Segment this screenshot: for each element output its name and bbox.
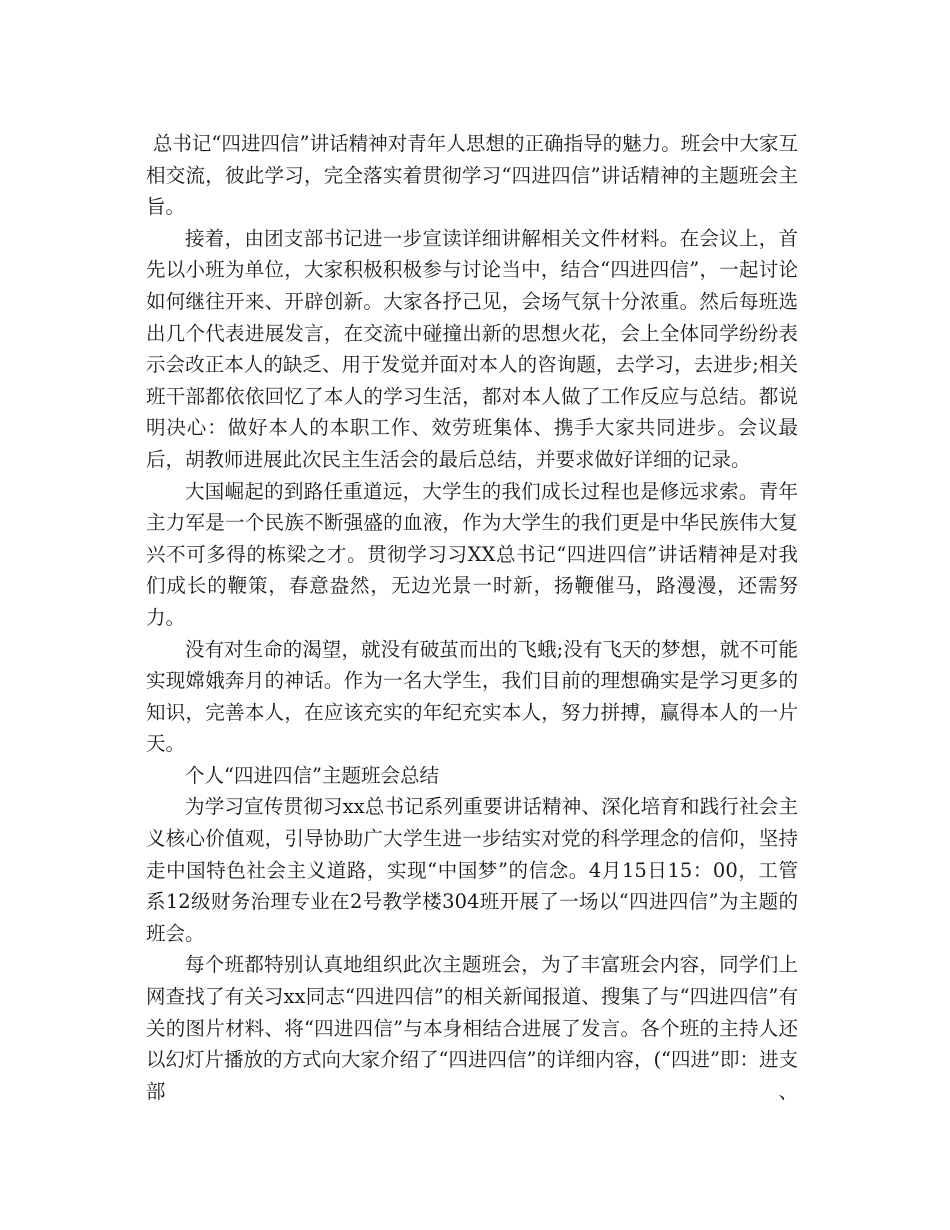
- paragraph-6: 每个班都特别认真地组织此次主题班会，为了丰富班会内容，同学们上网查找了有关习xx同志“四进四信”的相关新闻报道、搜集了与“四进四信”有关的图片材料、将“四进四信”与本身相结合进展了发言。各个班的主持人还以幻灯片播放的方式向大家介绍了“四进四信”的详细内容，(“四进”即：进支部、: [146, 953, 798, 1103]
- paragraph-4: 没有对生命的渴望，就没有破茧而出的飞蛾;没有飞天的梦想，就不可能实现嫦娥奔月的神话。作为一名大学生，我们目前的理想确实是学习更多的知识，完善本人，在应该充实的年纪充实本人，努力拼搏，赢得本人的一片天。: [146, 637, 798, 756]
- paragraph-5: 为学习宣传贯彻习xx总书记系列重要讲话精神、深化培育和践行社会主义核心价值观，引导协助广大学生进一步结实对党的科学理念的信仰，坚持走中国特色社会主义道路，实现“中国梦”的信念。4月15日15：00，工管系12级财务治理专业在2号教学楼304班开展了一场以“四进四信”为主题的班会。: [146, 795, 798, 945]
- paragraph-2: 接着，由团支部书记进一步宣读详细讲解相关文件材料。在会议上，首先以小班为单位，大家积极积极参与讨论当中，结合“四进四信”，一起讨论如何继往开来、开辟创新。大家各抒己见，会场气氛十分浓重。然后每班选出几个代表进展发言，在交流中碰撞出新的思想火花，会上全体同学纷纷表示会改正本人的缺乏、用于发觉并面对本人的咨询题，去学习，去进步;相关班干部都依依回忆了本人的学习生活，都对本人做了工作反应与总结。都说明决心：做好本人的本职工作、效劳班集体、携手大家共同进步。会议最后，胡教师进展此次民主生活会的最后总结，并要求做好详细的记录。: [146, 226, 798, 471]
- paragraph-3: 大国崛起的到路任重道远，大学生的我们成长过程也是修远求索。青年主力军是一个民族不断强盛的血液，作为大学生的我们更是中华民族伟大复兴不可多得的栋梁之才。贯彻学习习XX总书记“四进四信”讲话精神是对我们成长的鞭策，春意盎然，无边光景一时新，扬鞭催马，路漫漫，还需努力。: [146, 479, 798, 629]
- document-body: [146, 128, 798, 1107]
- paragraph-1: 总书记“四进四信”讲话精神对青年人思想的正确指导的魅力。班会中大家互相交流，彼此学习，完全落实着贯彻学习“四进四信”讲话精神的主题班会主旨。: [146, 132, 798, 219]
- section-heading: 个人“四进四信”主题班会总结: [185, 763, 439, 787]
